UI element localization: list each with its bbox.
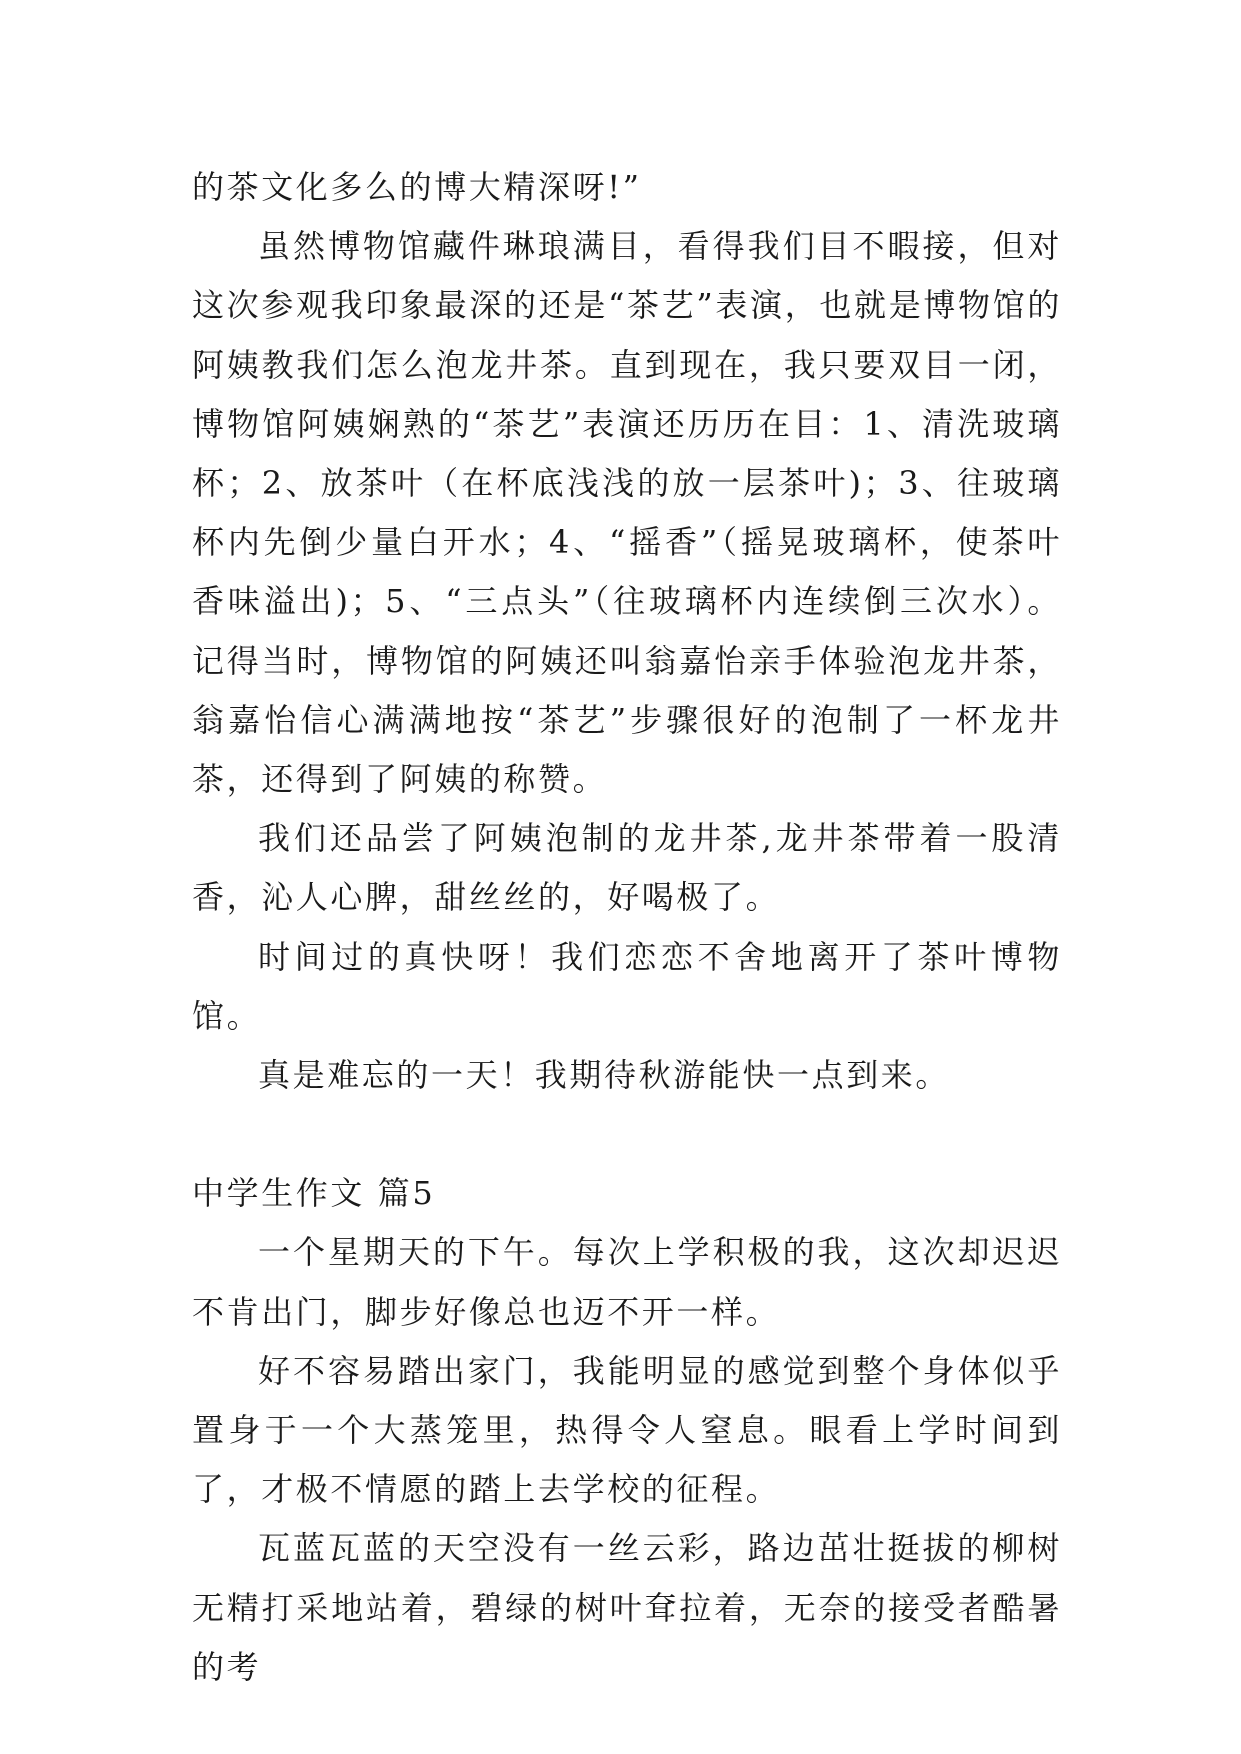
paragraph-heat: 好不容易踏出家门，我能明显的感觉到整个身体似乎置身于一个大蒸笼里，热得令人窒息。眼看上学时间到了，才极不情愿的踏上去学校的征程。: [192, 1351, 1062, 1509]
paragraph-tasting: 我们还品尝了阿姨泡制的龙井茶,龙井茶带着一股清香，沁人心脾，甜丝丝的，好喝极了。: [192, 819, 1062, 917]
paragraph-continuation: 的茶文化多么的博大精深呀!”: [192, 168, 642, 206]
paragraph-sky: 瓦蓝瓦蓝的天空没有一丝云彩，路边茁壮挺拔的柳树无精打采地站着，碧绿的树叶耷拉着，无奈的接受者酷暑的考: [192, 1529, 1062, 1686]
paragraph-leaving: 时间过的真快呀！我们恋恋不舍地离开了茶叶博物馆。: [192, 937, 1062, 1035]
paragraph-tea-art: 虽然博物馆藏件琳琅满目，看得我们目不暇接，但对这次参观我印象最深的还是“茶艺”表演，也就是博物馆的阿姨教我们怎么泡龙井茶。直到现在，我只要双目一闭，博物馆阿姨娴熟的“茶艺”表演还历历在目：1、清洗玻璃杯；2、放茶叶（在杯底浅浅的放一层茶叶)；3、往玻璃杯内先倒少量白开水；4、“摇香”（摇晃玻璃杯，使茶叶香味溢出)；5、“三点头”（往玻璃杯内连续倒三次水）。记得当时，博物馆的阿姨还叫翁嘉怡亲手体验泡龙井茶，翁嘉怡信心满满地按“茶艺”步骤很好的泡制了一杯龙井茶，还得到了阿姨的称赞。: [192, 227, 1062, 799]
paragraph-sunday: 一个星期天的下午。每次上学积极的我，这次却迟迟不肯出门，脚步好像总也迈不开一样。: [192, 1233, 1062, 1331]
paragraph-ending: 真是难忘的一天！我期待秋游能快一点到来。: [258, 1056, 951, 1095]
document-body: [192, 158, 1062, 1697]
section-heading: 中学生作文 篇5: [192, 1174, 436, 1213]
